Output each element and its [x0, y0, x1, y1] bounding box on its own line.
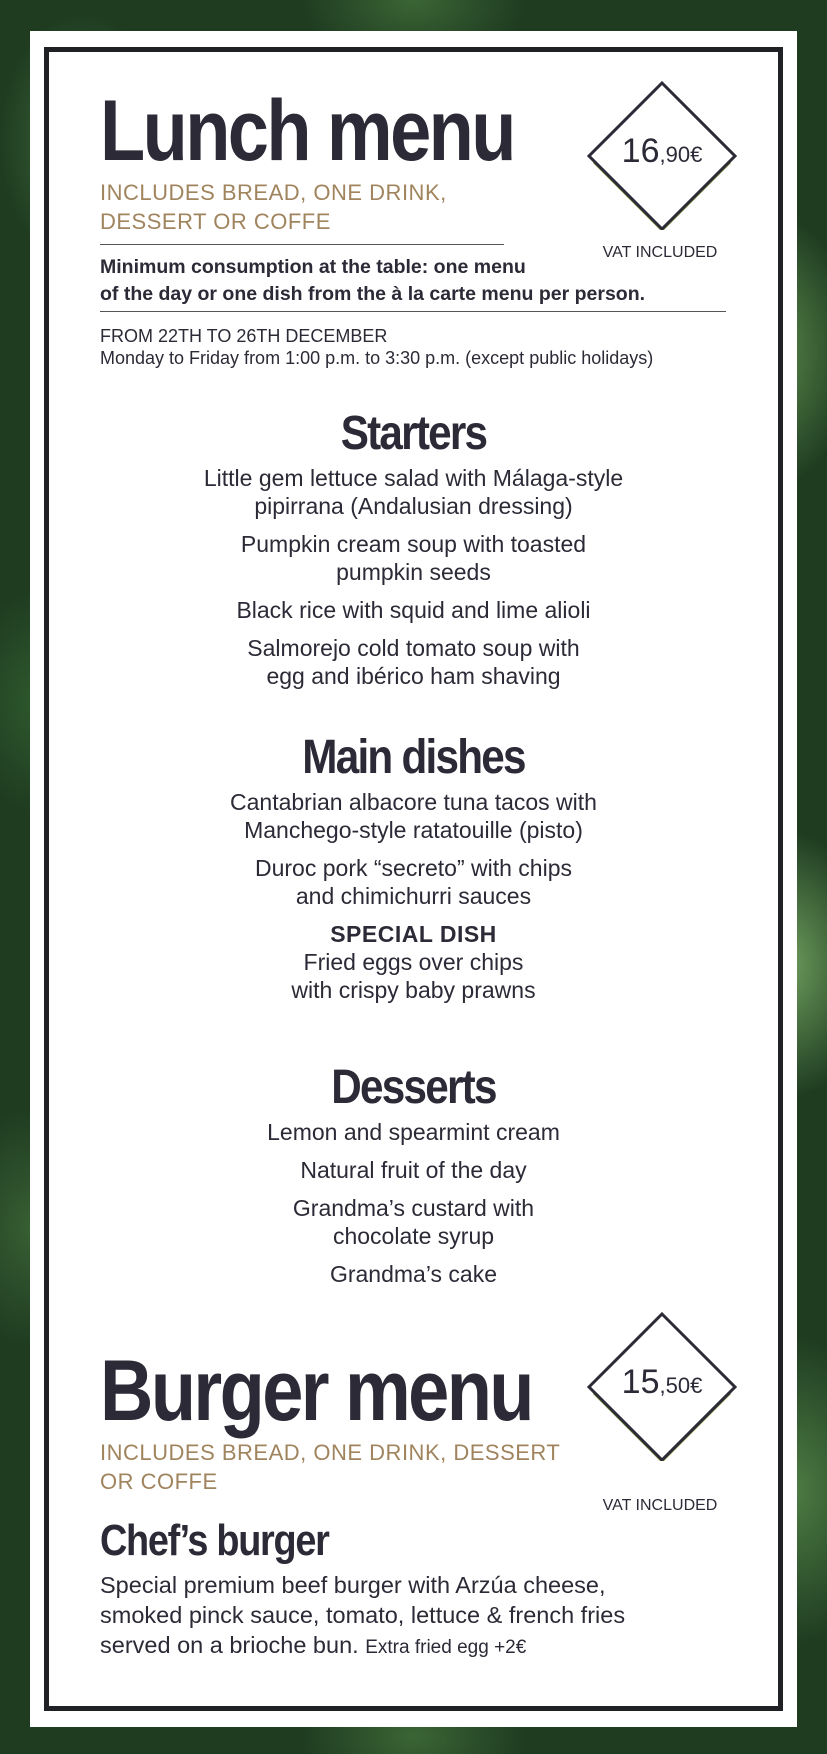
- starters-section: [100, 404, 727, 700]
- special-dish: [100, 920, 727, 1004]
- menu-item-line: Black rice with squid and lime alioli: [236, 597, 591, 623]
- lunch-includes: [100, 178, 447, 236]
- special-dish-line2: with crispy baby prawns: [291, 977, 536, 1003]
- menu-item-line: and chimichurri sauces: [295, 883, 532, 909]
- lunch-price: [587, 132, 737, 171]
- burger-desc-line2: smoked pinck sauce, tomato, lettuce & french fries: [100, 1602, 626, 1628]
- starters-title: Starters: [340, 407, 487, 460]
- mains-list: [100, 788, 727, 910]
- menu-item-line: pumpkin seeds: [336, 559, 491, 585]
- lunch-includes-line2: DESSERT OR COFFE: [100, 209, 331, 234]
- lunch-price-int: 16: [621, 132, 660, 170]
- special-dish-line1: Fried eggs over chips: [303, 949, 524, 975]
- lunch-includes-line1: INCLUDES BREAD, ONE DRINK,: [100, 180, 447, 205]
- minimum-line2: of the day or one dish from the à la carte menu per person.: [100, 283, 646, 305]
- menu-item: [100, 596, 727, 624]
- menu-item: [100, 1156, 727, 1184]
- menu-item-line: Natural fruit of the day: [300, 1157, 527, 1183]
- burger-includes-line1: INCLUDES BREAD, ONE DRINK, DESSERT: [100, 1440, 561, 1465]
- dates-text: FROM 22TH TO 26TH DECEMBER: [100, 326, 388, 346]
- menu-item: [100, 788, 727, 844]
- desserts-list: [100, 1118, 727, 1288]
- lunch-divider-long: [100, 311, 726, 312]
- lunch-price-dec: ,90€: [659, 142, 703, 167]
- burger-price-badge: [587, 1311, 737, 1461]
- minimum-line1: Minimum consumption at the table: one menu: [100, 256, 526, 278]
- menu-item-line: Cantabrian albacore tuna tacos with: [230, 789, 597, 815]
- menu-item: [100, 1194, 727, 1250]
- menu-item: [100, 1118, 727, 1146]
- dates-block: [100, 325, 653, 369]
- burger-desc-line1: Special premium beef burger with Arzúa cheese,: [100, 1572, 606, 1598]
- lunch-vat-label: VAT INCLUDED: [602, 244, 718, 261]
- menu-item: [100, 530, 727, 586]
- burger-desc-line3: served on a brioche bun.: [100, 1632, 359, 1658]
- menu-item-line: Grandma’s custard with: [292, 1195, 535, 1221]
- menu-item-line: Lemon and spearmint cream: [267, 1119, 560, 1145]
- burger-price-dec: ,50€: [659, 1373, 703, 1398]
- special-dish-label: SPECIAL DISH: [330, 921, 497, 947]
- menu-item-line: egg and ibérico ham shaving: [266, 663, 561, 689]
- burger-vat-label: VAT INCLUDED: [602, 1497, 718, 1514]
- menu-item-line: Pumpkin cream soup with toasted: [240, 531, 587, 557]
- burger-price: [587, 1363, 737, 1402]
- burger-includes-line2: OR COFFE: [100, 1469, 218, 1494]
- extra-egg-note: Extra fried egg +2€: [365, 1637, 527, 1658]
- lunch-menu-title: Lunch menu: [100, 83, 514, 179]
- minimum-consumption: [100, 254, 645, 308]
- mains-title: Main dishes: [302, 731, 525, 784]
- burger-includes: [100, 1438, 560, 1496]
- desserts-title: Desserts: [331, 1061, 496, 1114]
- menu-item-line: pipirrana (Andalusian dressing): [254, 493, 573, 519]
- menu-item-line: chocolate syrup: [332, 1223, 495, 1249]
- lunch-divider-short: [100, 244, 504, 245]
- burger-description: [100, 1570, 625, 1663]
- menu-item-line: Little gem lettuce salad with Málaga-style: [203, 465, 624, 491]
- menu-item-line: Salmorejo cold tomato soup with: [247, 635, 580, 661]
- burger-price-int: 15: [621, 1363, 660, 1401]
- burger-menu-title: Burger menu: [100, 1343, 532, 1439]
- menu-item: [100, 634, 727, 690]
- hours-text: Monday to Friday from 1:00 p.m. to 3:30 p.m. (except public holidays): [100, 348, 654, 368]
- menu-item-line: Manchego-style ratatouille (pisto): [244, 817, 583, 843]
- starters-list: [100, 464, 727, 690]
- lunch-price-badge: [587, 80, 737, 230]
- chefs-burger-title: Chef’s burger: [100, 1516, 329, 1565]
- menu-item: [100, 854, 727, 910]
- desserts-section: [100, 1058, 727, 1298]
- menu-item-line: Grandma’s cake: [329, 1261, 498, 1287]
- menu-item-line: Duroc pork “secreto” with chips: [255, 855, 572, 881]
- menu-item: [100, 1260, 727, 1288]
- menu-item: [100, 464, 727, 520]
- mains-section: [100, 728, 727, 1014]
